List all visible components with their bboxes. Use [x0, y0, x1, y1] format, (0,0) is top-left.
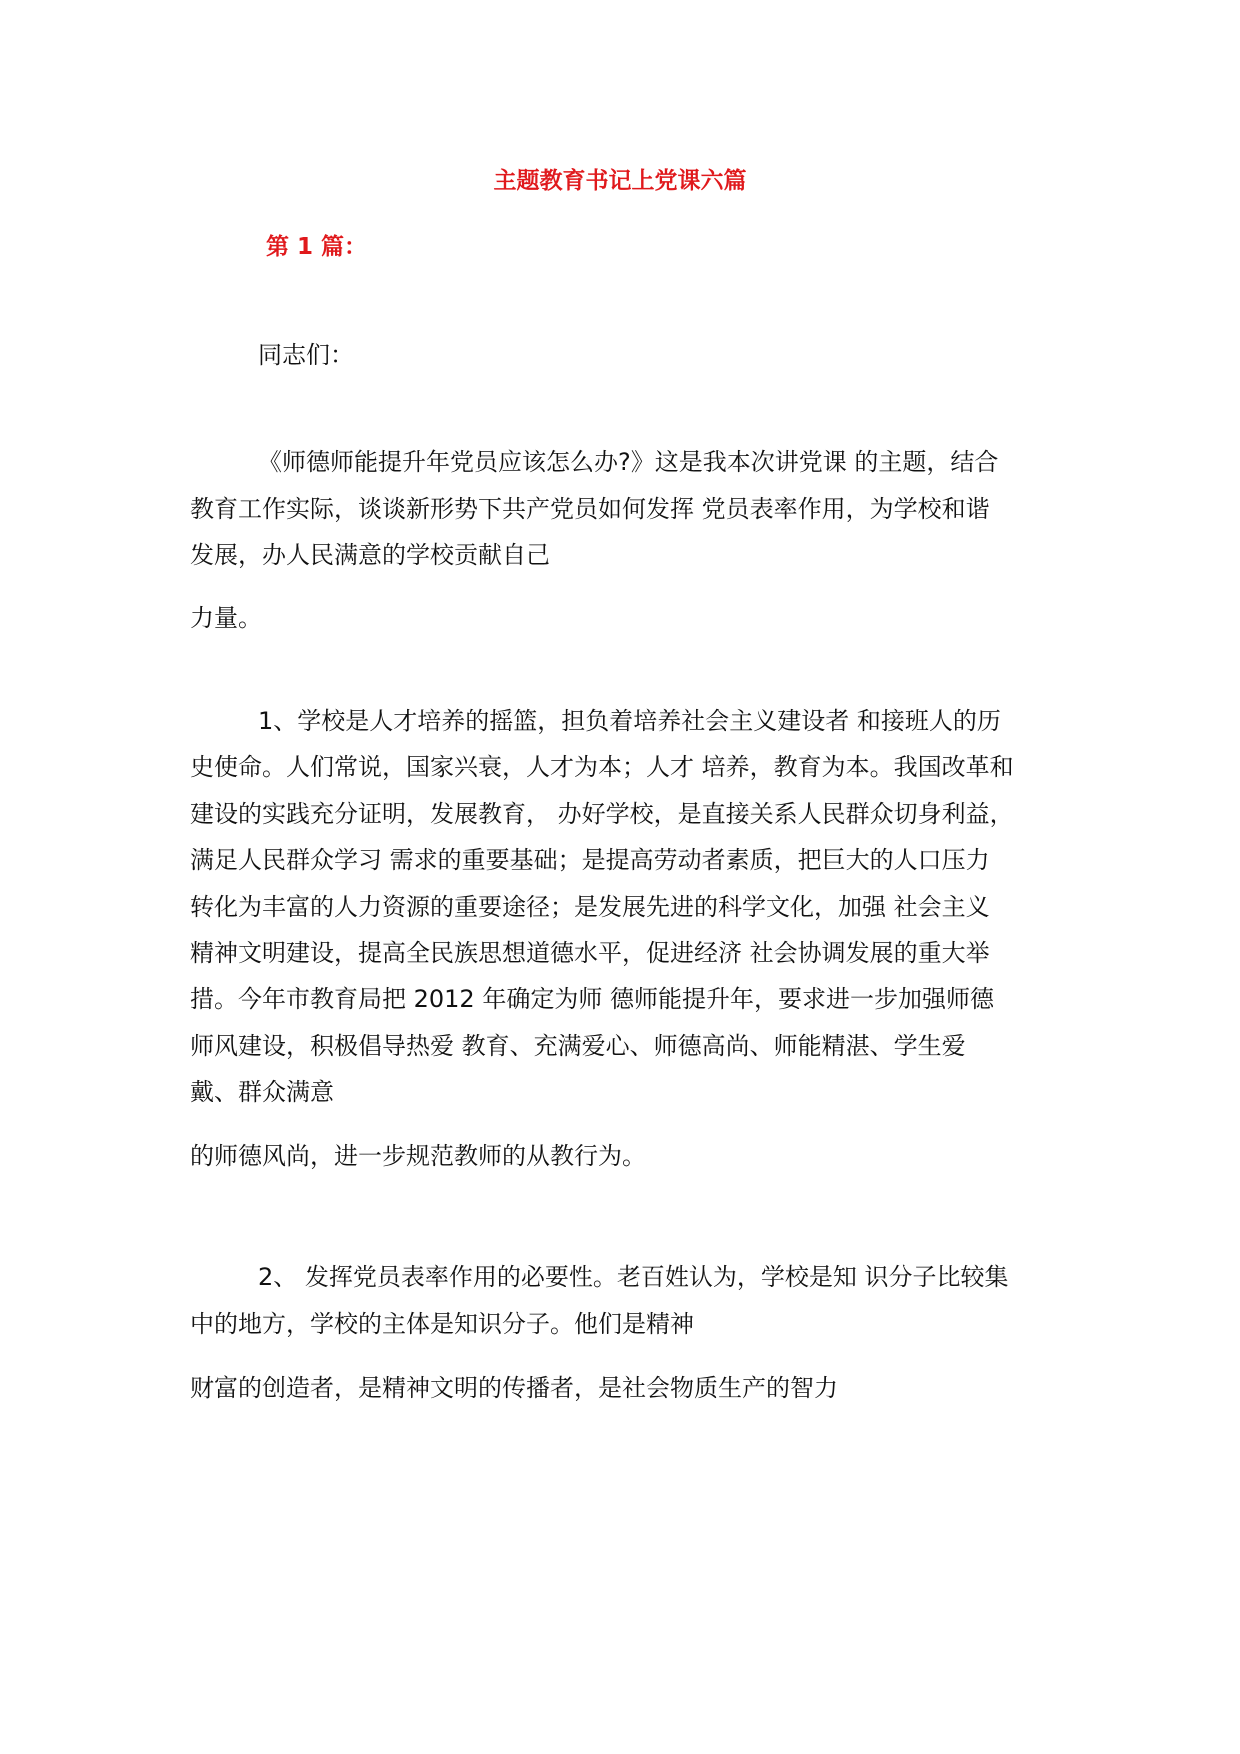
- paragraph-3-line: 中的地方，学校的主体是知识分子。他们是精神: [190, 1310, 694, 1338]
- paragraph-1-line: 《师德师能提升年党员应该怎么办?》这是我本次讲党课 的主题，结合: [258, 448, 999, 476]
- paragraph-2-line: 1、学校是人才培养的摇篮，担负着培养社会主义建设者 和接班人的历: [258, 707, 1001, 735]
- paragraph-2-line: 精神文明建设，提高全民族思想道德水平，促进经济 社会协调发展的重大举: [190, 939, 990, 967]
- paragraph-1-line: 发展，办人民满意的学校贡献自己: [190, 541, 550, 569]
- paragraph-2-tail: 的师德风尚，进一步规范教师的从教行为。: [190, 1142, 646, 1170]
- paragraph-2-line: 转化为丰富的人力资源的重要途径；是发展先进的科学文化，加强 社会主义: [190, 893, 990, 921]
- paragraph-3-tail: 财富的创造者，是精神文明的传播者，是社会物质生产的智力: [190, 1374, 838, 1402]
- paragraph-3-line: 2、 发挥党员表率作用的必要性。老百姓认为，学校是知 识分子比较集: [258, 1263, 1009, 1291]
- chapter-heading: 第 1 篇：: [266, 234, 368, 260]
- greeting: 同志们：: [258, 341, 354, 369]
- paragraph-2-line: 满足人民群众学习 需求的重要基础；是提高劳动者素质，把巨大的人口压力: [190, 846, 990, 874]
- paragraph-1-line: 教育工作实际，谈谈新形势下共产党员如何发挥 党员表率作用，为学校和谐: [190, 495, 990, 523]
- document-title: 主题教育书记上党课六篇: [493, 168, 747, 194]
- paragraph-2-line: 师风建设，积极倡导热爱 教育、充满爱心、师德高尚、师能精湛、学生爱: [190, 1032, 966, 1060]
- paragraph-1-tail: 力量。: [190, 604, 262, 632]
- paragraph-2-line: 戴、群众满意: [190, 1078, 334, 1106]
- paragraph-2-line: 建设的实践充分证明，发展教育， 办好学校，是直接关系人民群众切身利益，: [190, 800, 1014, 828]
- paragraph-2-line: 措。今年市教育局把 2012 年确定为师 德师能提升年，要求进一步加强师德: [190, 985, 994, 1013]
- paragraph-2-line: 史使命。人们常说，国家兴衰，人才为本；人才 培养，教育为本。我国改革和: [190, 753, 1014, 781]
